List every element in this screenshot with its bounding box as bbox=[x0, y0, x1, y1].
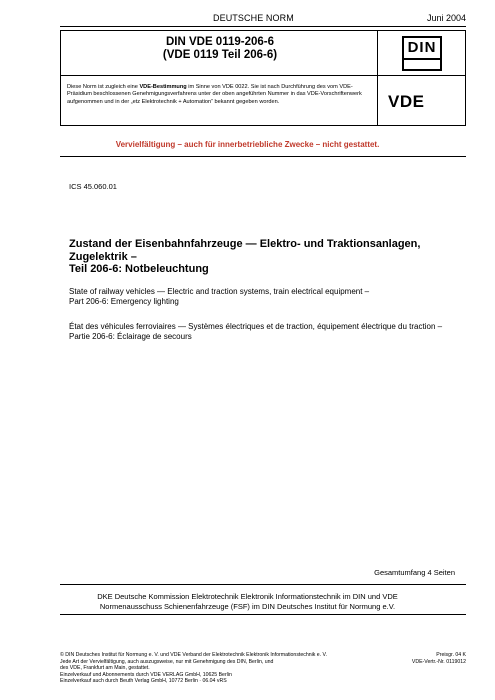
footer-line-1: © DIN Deutsches Institut für Normung e. V. und VDE Verband der Elektrotechnik Elektronik Informationstechnik e. V. bbox=[60, 652, 327, 658]
divider-committee-top bbox=[60, 584, 466, 585]
footer-line-2: Jede Art der Vervielfältigung, auch auszugsweise, nur mit Genehmigung des DIN, Berlin, und bbox=[60, 658, 274, 665]
title-english-main: State of railway vehicles — Electric and traction systems, train electrical equipment – bbox=[69, 287, 370, 296]
footer-line-4: Einzelverkauf und Abonnements durch VDE VERLAG GmbH, 10625 Berlin bbox=[60, 671, 232, 678]
price-group: Preisgr. 04 K bbox=[436, 652, 466, 658]
vde-notice-bold: VDE-Bestimmung bbox=[139, 84, 187, 90]
total-pages: Gesamtumfang 4 Seiten bbox=[374, 568, 455, 577]
din-logo bbox=[402, 36, 442, 71]
title-english bbox=[69, 287, 449, 307]
standard-number: DIN VDE 0119-206-6 bbox=[165, 36, 275, 48]
din-logo-cell bbox=[377, 31, 465, 75]
title-french: État des véhicules ferroviaires — Systèmes électriques et de traction, équipement électrique du traction – Partie 206-6: Éclairage de secours bbox=[69, 322, 443, 341]
title-german-main: Zustand der Eisenbahnfahrzeuge — Elektro- und Traktionsanlagen, Zugelektrik – bbox=[69, 238, 421, 263]
title-english-part: Part 206-6: Emergency lighting bbox=[69, 297, 179, 306]
price-info bbox=[386, 652, 466, 665]
vde-logo: VDE bbox=[388, 92, 425, 111]
ics-code: ICS 45.060.01 bbox=[69, 182, 117, 191]
standard-alt-number: (VDE 0119 Teil 206-6) bbox=[162, 49, 278, 61]
vde-notice-pre: Diese Norm ist zugleich eine bbox=[67, 84, 140, 90]
divider-top bbox=[60, 156, 466, 157]
copyright-footer bbox=[60, 652, 390, 685]
vde-notice-box bbox=[60, 76, 466, 126]
footer-line-3: des VDE, Frankfurt am Main, gestattet. bbox=[60, 665, 150, 671]
committee-line-1: DKE Deutsche Kommission Elektrotechnik Elektronik Informationstechnik im DIN und VDE bbox=[97, 592, 398, 601]
standard-number-box bbox=[60, 30, 466, 76]
din-logo-text: DIN bbox=[407, 39, 437, 56]
footer-line-5: Einzelverkauf auch durch Beuth Verlag GmbH, 10772 Berlin · 06.04 vRS bbox=[60, 678, 227, 684]
publication-date: Juni 2004 bbox=[426, 13, 466, 23]
title-german-part: Teil 206-6: Notbeleuchtung bbox=[69, 263, 209, 275]
din-logo-bar bbox=[404, 58, 440, 60]
header-divider bbox=[60, 26, 466, 27]
title-german bbox=[69, 238, 459, 276]
vde-notice-post: im Sinne von VDE 0022. Sie ist nach Durchführung des vom VDE-Präsidium beschlossenen Genehmigungsverfahrens unter der oben angeführten Nummer in das VDE-Vorschriftenwerk aufgenommen und in der „etz Elektrotechnik + Automation“ bekannt gegeben worden. bbox=[67, 84, 362, 105]
order-number: VDE-Vertr.-Nr. 0119012 bbox=[411, 658, 466, 665]
committee-block bbox=[0, 592, 495, 611]
committee-line-2: Normenausschuss Schienenfahrzeuge (FSF) im DIN Deutsches Institut für Normung e.V. bbox=[99, 601, 396, 611]
divider-committee-bottom bbox=[60, 614, 466, 615]
vde-notice-text bbox=[67, 84, 373, 106]
document-type-label: DEUTSCHE NORM bbox=[213, 13, 294, 23]
vde-logo-cell bbox=[377, 76, 465, 125]
reproduction-notice: Vervielfältigung – auch für innerbetriebliche Zwecke – nicht gestattet. bbox=[115, 140, 380, 149]
